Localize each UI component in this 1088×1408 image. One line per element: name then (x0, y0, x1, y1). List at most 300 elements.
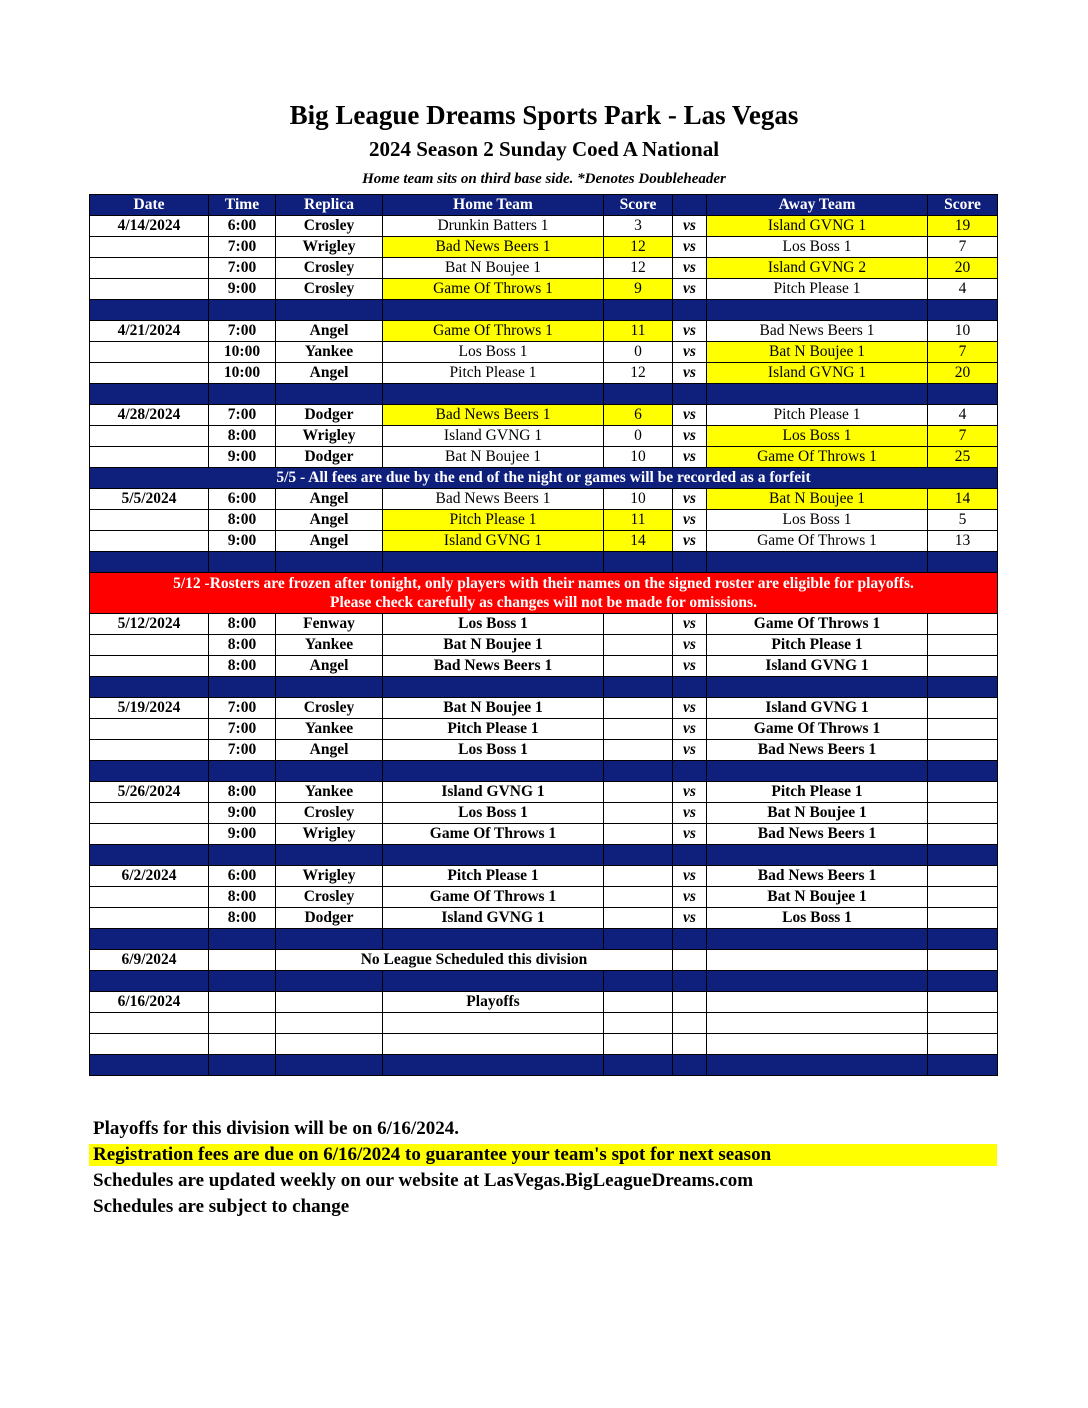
footer-website-note: Schedules are updated weekly on our website at LasVegas.BigLeagueDreams.com (93, 1170, 754, 1191)
away-team: Game Of Throws 1 (707, 614, 928, 635)
away-team: Game Of Throws 1 (707, 447, 928, 468)
home-score (604, 656, 673, 677)
vs-label: vs (673, 698, 707, 719)
separator-cell (928, 929, 998, 950)
home-score (604, 698, 673, 719)
game-time: 7:00 (209, 740, 276, 761)
separator-cell (383, 552, 604, 573)
separator-cell (90, 677, 209, 698)
game-row (90, 887, 998, 908)
away-team (707, 992, 928, 1013)
home-team: Island GVNG 1 (383, 531, 604, 552)
separator-cell (604, 384, 673, 405)
home-score: 10 (604, 447, 673, 468)
away-team: Bad News Beers 1 (707, 866, 928, 887)
separator-cell (673, 845, 707, 866)
vs-label: vs (673, 531, 707, 552)
home-score (604, 782, 673, 803)
separator-cell (90, 300, 209, 321)
home-team: Island GVNG 1 (383, 908, 604, 929)
home-score (604, 866, 673, 887)
separator-cell (383, 1055, 604, 1076)
game-time: 9:00 (209, 803, 276, 824)
separator-cell (604, 761, 673, 782)
game-time (209, 950, 276, 971)
separator-cell (383, 384, 604, 405)
separator-cell (928, 845, 998, 866)
vs-label: vs (673, 719, 707, 740)
game-time: 6:00 (209, 216, 276, 237)
vs-label: vs (673, 740, 707, 761)
game-replica-field: Crosley (276, 279, 383, 300)
away-score (928, 887, 998, 908)
separator-cell (209, 300, 276, 321)
game-replica-field: Yankee (276, 719, 383, 740)
home-team: Los Boss 1 (383, 614, 604, 635)
separator-cell (707, 971, 928, 992)
separator-row (90, 677, 998, 698)
game-replica-field: Yankee (276, 635, 383, 656)
separator-cell (707, 929, 928, 950)
vs-label: vs (673, 887, 707, 908)
separator-cell (673, 552, 707, 573)
game-replica-field: Angel (276, 656, 383, 677)
blank-cell (928, 1013, 998, 1034)
home-team: Los Boss 1 (383, 740, 604, 761)
footer-registration-note: Registration fees are due on 6/16/2024 to guarantee your team's spot for next season (89, 1144, 997, 1166)
game-date (90, 803, 209, 824)
separator-cell (707, 761, 928, 782)
col-header-home-score: Score (604, 195, 673, 216)
game-time: 8:00 (209, 908, 276, 929)
separator-cell (276, 300, 383, 321)
game-time (209, 992, 276, 1013)
home-score: 11 (604, 321, 673, 342)
game-date (90, 510, 209, 531)
blank-row (90, 1013, 998, 1034)
away-team: Pitch Please 1 (707, 279, 928, 300)
away-team: Los Boss 1 (707, 510, 928, 531)
game-time: 8:00 (209, 510, 276, 531)
away-score: 4 (928, 279, 998, 300)
away-team: Bat N Boujee 1 (707, 803, 928, 824)
separator-cell (383, 677, 604, 698)
game-date (90, 887, 209, 908)
game-date: 5/12/2024 (90, 614, 209, 635)
away-score: 5 (928, 510, 998, 531)
home-score (604, 824, 673, 845)
game-row (90, 342, 998, 363)
home-score: 12 (604, 363, 673, 384)
game-row (90, 635, 998, 656)
separator-cell (209, 384, 276, 405)
game-date: 4/21/2024 (90, 321, 209, 342)
home-team: Game Of Throws 1 (383, 279, 604, 300)
vs-label: vs (673, 803, 707, 824)
game-row (90, 405, 998, 426)
away-team: Bat N Boujee 1 (707, 342, 928, 363)
game-replica-field: Angel (276, 740, 383, 761)
footer-change-note: Schedules are subject to change (93, 1196, 350, 1217)
away-team: Game Of Throws 1 (707, 719, 928, 740)
away-team: Pitch Please 1 (707, 782, 928, 803)
playoffs-row (90, 992, 998, 1013)
page-title: Big League Dreams Sports Park - Las Vegas (289, 100, 799, 130)
separator-cell (209, 761, 276, 782)
away-team: Bad News Beers 1 (707, 824, 928, 845)
vs-label: vs (673, 447, 707, 468)
home-team: Bat N Boujee 1 (383, 698, 604, 719)
vs-label: vs (673, 405, 707, 426)
separator-cell (604, 1055, 673, 1076)
vs-label: vs (673, 279, 707, 300)
separator-cell (928, 761, 998, 782)
roster-alert-line-2: Please check carefully as changes will not be made for omissions. (330, 594, 757, 611)
home-score: 6 (604, 405, 673, 426)
home-score: 11 (604, 510, 673, 531)
separator-cell (276, 929, 383, 950)
game-time: 7:00 (209, 321, 276, 342)
game-replica-field: Dodger (276, 908, 383, 929)
vs-label: vs (673, 426, 707, 447)
game-row (90, 782, 998, 803)
away-score: 4 (928, 405, 998, 426)
away-team: Bad News Beers 1 (707, 740, 928, 761)
no-league-row (90, 950, 998, 971)
home-score (604, 740, 673, 761)
game-time: 8:00 (209, 887, 276, 908)
game-date (90, 237, 209, 258)
game-time: 6:00 (209, 489, 276, 510)
blank-cell (276, 1013, 383, 1034)
footer-playoffs-note: Playoffs for this division will be on 6/16/2024. (93, 1118, 459, 1139)
home-team: Los Boss 1 (383, 342, 604, 363)
home-score: 0 (604, 342, 673, 363)
game-time: 7:00 (209, 719, 276, 740)
game-time: 9:00 (209, 531, 276, 552)
separator-row (90, 929, 998, 950)
game-time: 10:00 (209, 342, 276, 363)
game-row (90, 447, 998, 468)
game-row (90, 656, 998, 677)
game-time: 10:00 (209, 363, 276, 384)
vs-label: vs (673, 237, 707, 258)
game-replica-field: Crosley (276, 258, 383, 279)
separator-cell (209, 552, 276, 573)
away-score (928, 698, 998, 719)
separator-cell (90, 384, 209, 405)
away-score: 20 (928, 363, 998, 384)
game-time: 6:00 (209, 866, 276, 887)
game-row (90, 803, 998, 824)
home-score: 14 (604, 531, 673, 552)
no-league-text: No League Scheduled this division (276, 950, 673, 971)
separator-cell (928, 1055, 998, 1076)
home-team: Game Of Throws 1 (383, 887, 604, 908)
separator-cell (707, 677, 928, 698)
game-date (90, 635, 209, 656)
roster-alert (90, 573, 998, 614)
home-score (604, 719, 673, 740)
separator-row (90, 845, 998, 866)
separator-cell (383, 761, 604, 782)
away-team: Island GVNG 2 (707, 258, 928, 279)
col-header-home-team: Home Team (383, 195, 604, 216)
away-score: 7 (928, 426, 998, 447)
home-team: Game Of Throws 1 (383, 321, 604, 342)
game-time: 9:00 (209, 447, 276, 468)
vs-label: vs (673, 342, 707, 363)
game-time: 8:00 (209, 426, 276, 447)
game-row (90, 719, 998, 740)
game-row (90, 237, 998, 258)
home-team: Drunkin Batters 1 (383, 216, 604, 237)
game-time: 8:00 (209, 614, 276, 635)
away-score (928, 782, 998, 803)
game-date (90, 719, 209, 740)
separator-cell (673, 1055, 707, 1076)
game-replica-field: Yankee (276, 342, 383, 363)
separator-cell (928, 677, 998, 698)
game-replica-field: Dodger (276, 405, 383, 426)
separator-cell (90, 761, 209, 782)
game-replica-field: Wrigley (276, 866, 383, 887)
separator-cell (383, 929, 604, 950)
separator-cell (209, 1055, 276, 1076)
home-score: 9 (604, 279, 673, 300)
separator-row (90, 300, 998, 321)
separator-cell (383, 300, 604, 321)
separator-cell (673, 761, 707, 782)
game-date: 6/16/2024 (90, 992, 209, 1013)
separator-cell (276, 845, 383, 866)
away-score (928, 866, 998, 887)
game-date: 5/5/2024 (90, 489, 209, 510)
home-team: Los Boss 1 (383, 803, 604, 824)
game-date (90, 447, 209, 468)
home-team: Pitch Please 1 (383, 510, 604, 531)
home-team: Bad News Beers 1 (383, 237, 604, 258)
away-team: Game Of Throws 1 (707, 531, 928, 552)
home-team: Island GVNG 1 (383, 782, 604, 803)
game-date: 4/28/2024 (90, 405, 209, 426)
col-header-away-team: Away Team (707, 195, 928, 216)
blank-cell (928, 1034, 998, 1055)
home-score (604, 635, 673, 656)
away-score (928, 950, 998, 971)
game-replica-field: Yankee (276, 782, 383, 803)
game-time: 9:00 (209, 824, 276, 845)
separator-cell (707, 384, 928, 405)
separator-cell (276, 552, 383, 573)
separator-cell (673, 971, 707, 992)
game-replica-field: Wrigley (276, 426, 383, 447)
game-row (90, 531, 998, 552)
separator-cell (707, 1055, 928, 1076)
game-row (90, 510, 998, 531)
away-score (928, 803, 998, 824)
home-team: Bad News Beers 1 (383, 405, 604, 426)
home-score (604, 887, 673, 908)
away-score (928, 908, 998, 929)
separator-cell (276, 1055, 383, 1076)
blank-cell (604, 1034, 673, 1055)
away-score (928, 656, 998, 677)
vs-label: vs (673, 656, 707, 677)
vs-label (673, 992, 707, 1013)
game-row (90, 279, 998, 300)
game-date: 5/26/2024 (90, 782, 209, 803)
home-team: Island GVNG 1 (383, 426, 604, 447)
game-date (90, 279, 209, 300)
separator-cell (604, 677, 673, 698)
blank-cell (209, 1013, 276, 1034)
game-replica-field: Crosley (276, 803, 383, 824)
blank-cell (383, 1034, 604, 1055)
separator-cell (276, 384, 383, 405)
away-team: Island GVNG 1 (707, 698, 928, 719)
separator-cell (604, 845, 673, 866)
away-score (928, 824, 998, 845)
separator-cell (90, 929, 209, 950)
game-time: 8:00 (209, 635, 276, 656)
vs-label: vs (673, 614, 707, 635)
separator-cell (673, 384, 707, 405)
game-date (90, 531, 209, 552)
game-row (90, 321, 998, 342)
away-score: 19 (928, 216, 998, 237)
game-row (90, 866, 998, 887)
blank-cell (209, 1034, 276, 1055)
game-row (90, 908, 998, 929)
separator-cell (383, 971, 604, 992)
separator-cell (90, 1055, 209, 1076)
home-team: Game Of Throws 1 (383, 824, 604, 845)
away-team: Bat N Boujee 1 (707, 887, 928, 908)
game-row (90, 824, 998, 845)
separator-cell (928, 971, 998, 992)
separator-cell (209, 677, 276, 698)
game-row (90, 216, 998, 237)
game-row (90, 258, 998, 279)
away-team: Los Boss 1 (707, 426, 928, 447)
game-date (90, 258, 209, 279)
separator-cell (90, 552, 209, 573)
page-note: Home team sits on third base side. *Denotes Doubleheader (362, 171, 726, 187)
game-replica-field (276, 992, 383, 1013)
separator-row (90, 1055, 998, 1076)
game-replica-field: Crosley (276, 216, 383, 237)
home-score: 12 (604, 258, 673, 279)
blank-cell (604, 1013, 673, 1034)
game-time: 7:00 (209, 698, 276, 719)
away-team: Pitch Please 1 (707, 635, 928, 656)
separator-cell (604, 300, 673, 321)
separator-row (90, 552, 998, 573)
home-team: Bat N Boujee 1 (383, 635, 604, 656)
home-team: Bat N Boujee 1 (383, 258, 604, 279)
game-replica-field: Fenway (276, 614, 383, 635)
game-date: 5/19/2024 (90, 698, 209, 719)
schedule-table (89, 194, 998, 1076)
separator-cell (90, 971, 209, 992)
game-row (90, 426, 998, 447)
home-score: 10 (604, 489, 673, 510)
vs-label: vs (673, 489, 707, 510)
game-replica-field: Wrigley (276, 824, 383, 845)
away-score: 10 (928, 321, 998, 342)
home-team: Bad News Beers 1 (383, 489, 604, 510)
separator-cell (604, 929, 673, 950)
blank-cell (90, 1013, 209, 1034)
game-time: 7:00 (209, 258, 276, 279)
roster-alert-row (90, 573, 998, 614)
home-score: 0 (604, 426, 673, 447)
away-score (928, 614, 998, 635)
playoffs-text: Playoffs (383, 992, 604, 1013)
vs-label: vs (673, 908, 707, 929)
away-score: 7 (928, 237, 998, 258)
away-team (707, 950, 928, 971)
blank-cell (673, 1034, 707, 1055)
game-date (90, 656, 209, 677)
game-date (90, 342, 209, 363)
col-header-replica: Replica (276, 195, 383, 216)
vs-label: vs (673, 321, 707, 342)
game-date: 4/14/2024 (90, 216, 209, 237)
home-score: 3 (604, 216, 673, 237)
separator-cell (928, 300, 998, 321)
blank-cell (276, 1034, 383, 1055)
blank-cell (90, 1034, 209, 1055)
game-time: 7:00 (209, 237, 276, 258)
blank-cell (707, 1034, 928, 1055)
home-team: Pitch Please 1 (383, 363, 604, 384)
away-team: Island GVNG 1 (707, 363, 928, 384)
separator-cell (707, 552, 928, 573)
separator-cell (673, 677, 707, 698)
away-team: Island GVNG 1 (707, 656, 928, 677)
roster-alert-line-1: 5/12 -Rosters are frozen after tonight, only players with their names on the signed roster are eligible for playoffs. (173, 575, 914, 592)
game-replica-field: Wrigley (276, 237, 383, 258)
col-header-time: Time (209, 195, 276, 216)
game-date (90, 363, 209, 384)
game-time: 8:00 (209, 656, 276, 677)
game-row (90, 740, 998, 761)
away-team: Bat N Boujee 1 (707, 489, 928, 510)
game-replica-field: Angel (276, 510, 383, 531)
separator-cell (707, 300, 928, 321)
vs-label: vs (673, 510, 707, 531)
separator-row (90, 971, 998, 992)
game-row (90, 363, 998, 384)
away-team: Los Boss 1 (707, 237, 928, 258)
separator-cell (383, 845, 604, 866)
game-time: 7:00 (209, 405, 276, 426)
away-score (928, 719, 998, 740)
vs-label (673, 950, 707, 971)
game-date (90, 908, 209, 929)
vs-label: vs (673, 824, 707, 845)
game-replica-field: Angel (276, 489, 383, 510)
away-score: 25 (928, 447, 998, 468)
separator-cell (604, 552, 673, 573)
away-score: 14 (928, 489, 998, 510)
game-date: 6/9/2024 (90, 950, 209, 971)
game-date: 6/2/2024 (90, 866, 209, 887)
table-header-row (90, 195, 998, 216)
separator-cell (276, 971, 383, 992)
